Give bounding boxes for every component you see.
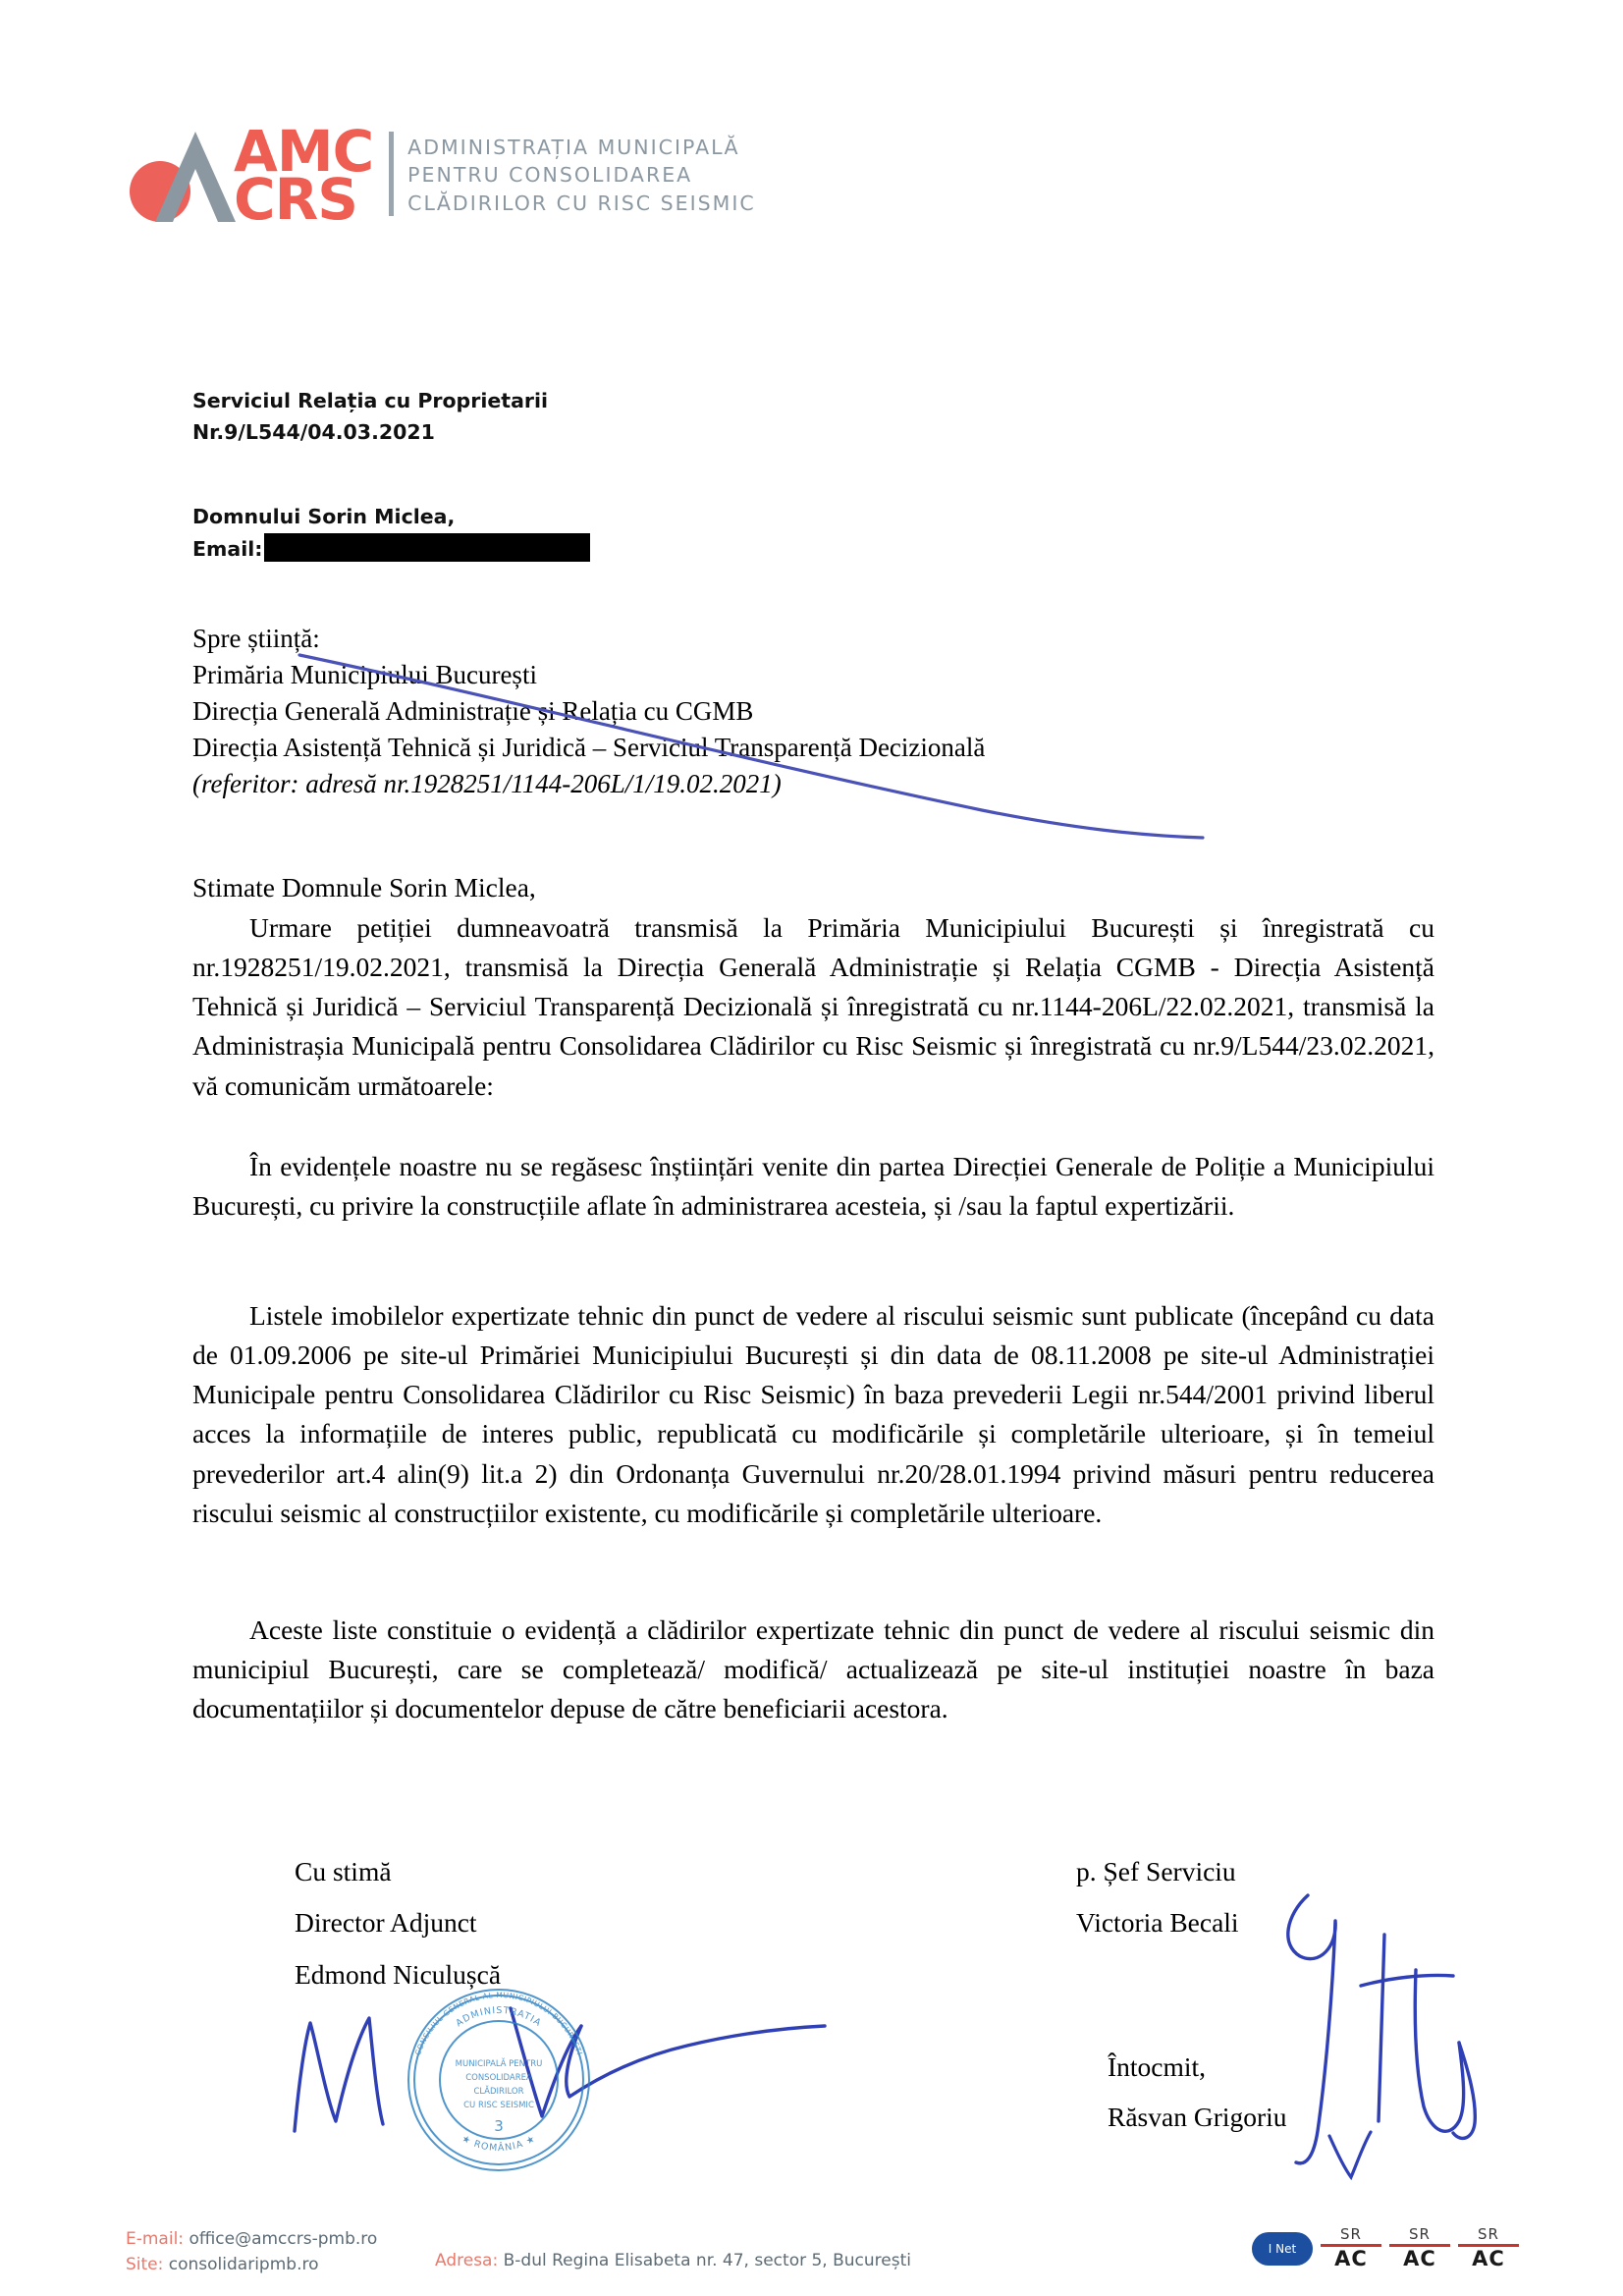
sr-ac-badge-1: [1321, 2227, 1381, 2269]
cc-line-2: Direcția Generală Administrație și Relația cu CGMB: [192, 695, 754, 726]
footer-address-row: [435, 2249, 911, 2274]
logo-initials-bottom: CRS: [234, 165, 357, 233]
footer-site-label: Site:: [126, 2254, 164, 2274]
paragraph-3-text: Listele imobilelor expertizate tehnic din punct de vedere al riscului seismic sunt publicate (începând cu data de 01.09.2006 pe site-ul Primăriei Municipiului București și din data de 08.11.2008 pe site-ul Administrației Municipale pentru Consolidarea Clădirilor cu Risc Seismic) în baza prevederii Legii nr.544/2001 privind liberul acces la informațiile de interes public, republicată cu modificările și completările ulterioare, și în temeiul prevederilor art.4 alin(9) lit.a 2) din Ordonanța Guvernului nr.20/28.01.1994 privind măsuri pentru reducerea riscului seismic al construcțiilor existente, cu modificările și completările ulterioare.: [192, 1300, 1434, 1528]
footer-email-row: [126, 2227, 377, 2253]
tagline-line-1: ADMINISTRAȚIA MUNICIPALĂ: [407, 136, 740, 159]
paragraph-1-text: Urmare petiției dumneavoatră transmisă la Primăria Municipiului București și înregistrată cu nr.1928251/19.02.2021, transmisă la Direcția Generală Administrație și Relația CGMB - Direcția Asistență Tehnică și Juridică – Serviciul Transparență Decizională și înregistrată cu nr.1144-206L/22.02.2021, transmisă la Administrașia Municipală pentru Consolidarea Clădirilor cu Risc Seismic și înregistrată cu nr.9/L544/23.02.2021, vă comunicăm următoarele:: [192, 912, 1434, 1101]
sr-badge-top-2: SR: [1409, 2225, 1431, 2243]
svg-text:3: 3: [494, 2117, 504, 2135]
tagline-line-3: CLĂDIRILOR CU RISC SEISMIC: [407, 191, 756, 215]
closing-right-block: [1076, 1846, 1239, 1949]
recipient-block: [192, 502, 590, 566]
left-signer-title: Director Adjunct: [295, 1907, 477, 1939]
footer-address-label: Adresa:: [435, 2251, 499, 2270]
redacted-email-bar: [264, 533, 590, 562]
sr-ac-badge-2: [1389, 2227, 1450, 2269]
footer-address-value: B-dul Regina Elisabeta nr. 47, sector 5, București: [503, 2251, 911, 2270]
certification-badges: [1252, 2227, 1519, 2269]
sr-badge-bottom-3: AC: [1458, 2244, 1519, 2269]
handwritten-initial-mark: [1324, 2126, 1382, 2185]
svg-text:CU RISC SEISMIC: CU RISC SEISMIC: [463, 2101, 534, 2110]
svg-text:CONSOLIDAREA: CONSOLIDAREA: [465, 2073, 532, 2083]
logo-wordmark: [234, 118, 374, 233]
recipient-email-row: [192, 533, 590, 566]
closing-text: Cu stimă: [295, 1856, 392, 1886]
inet-badge-label: I Net: [1268, 2241, 1297, 2256]
footer-email-value[interactable]: office@amccrs-pmb.ro: [189, 2229, 378, 2249]
paragraph-4-text: Aceste liste constituie o evidență a clădirilor expertizate tehnic din punct de vedere al riscului seismic din municipiul București, care se completează/ modifică/ actualizează pe site-ul instituției noastre în baza documentațiilor și documentelor depuse de către beneficiarii acestora.: [192, 1614, 1434, 1724]
drafted-name: Răsvan Grigoriu: [1108, 2101, 1287, 2132]
service-name: Serviciul Relația cu Proprietarii: [192, 389, 549, 412]
recipient-name: Domnului Sorin Miclea,: [192, 505, 456, 528]
footer-email-label: E-mail:: [126, 2229, 185, 2249]
salutation: Stimate Domnule Sorin Miclea,: [192, 872, 536, 902]
cc-line-1: Primăria Municipiului București: [192, 659, 537, 689]
inet-badge-icon: [1252, 2232, 1313, 2266]
sr-ac-badge-3: [1458, 2227, 1519, 2269]
email-label: Email:: [192, 536, 263, 561]
sr-badge-top-1: SR: [1340, 2225, 1362, 2243]
drafted-label: Întocmit,: [1108, 2051, 1207, 2082]
svg-text:★ ROMÂNIA ★: ★ ROMÂNIA ★: [460, 2133, 538, 2155]
logo-initials-top: AMC: [234, 118, 374, 185]
official-round-stamp: [391, 1972, 607, 2188]
sr-badge-top-3: SR: [1478, 2225, 1499, 2243]
sr-badge-bottom-1: AC: [1321, 2244, 1381, 2269]
svg-text:CONSILIUL GENERAL AL MUNICIPIU: CONSILIUL GENERAL AL MUNICIPIULUI BUCUREȘTI: [413, 1990, 585, 2057]
sr-badge-bottom-2: AC: [1389, 2244, 1450, 2269]
paragraph-2: [192, 1147, 1434, 1226]
paragraph-1: [192, 908, 1434, 1106]
footer-site-row: [126, 2253, 377, 2278]
paragraph-3: [192, 1296, 1434, 1533]
handwritten-signature-right: [1267, 1876, 1561, 2170]
left-signer-name: Edmond Niculușcă: [295, 1958, 502, 1990]
tagline-line-2: PENTRU CONSOLIDAREA: [407, 163, 693, 188]
footer-address-column: [435, 2249, 911, 2274]
cc-reference-note: (referitor: adresă nr.1928251/1144-206L/1/19.02.2021): [192, 768, 782, 798]
footer-site-value[interactable]: consolidaripmb.ro: [168, 2254, 319, 2274]
right-signer-title: p. Șef Serviciu: [1076, 1856, 1236, 1886]
drafted-by-block: [1108, 2043, 1287, 2143]
cc-heading: Spre știință:: [192, 624, 320, 653]
footer-contact-column: [126, 2227, 377, 2278]
logo-divider: [389, 132, 394, 216]
paragraph-4: [192, 1611, 1434, 1728]
svg-text:MUNICIPALĂ PENTRU: MUNICIPALĂ PENTRU: [455, 2059, 543, 2069]
cc-line-3: Direcția Asistență Tehnică și Juridică – Serviciul Transparență Decizională: [192, 732, 986, 762]
reference-block: [192, 386, 548, 449]
letterhead: [126, 118, 756, 233]
svg-text:CLĂDIRILOR: CLĂDIRILOR: [473, 2087, 524, 2097]
right-signer-name: Victoria Becali: [1076, 1907, 1239, 1939]
paragraph-2-text: În evidențele noastre nu se regăsesc înștiințări venite din partea Direcției Generale de Poliție a Municipiului București, cu privire la construcțiile aflate în administrarea acesteia, și /sau la faptul expertizării.: [192, 1151, 1434, 1222]
cc-block: [192, 621, 985, 802]
reference-number: Nr.9/L544/04.03.2021: [192, 419, 435, 444]
amccrs-logo-mark: [126, 126, 242, 224]
closing-left-block: [295, 1846, 501, 2000]
svg-text:ADMINISTRATIA: ADMINISTRATIA: [454, 2004, 544, 2030]
organization-tagline: [407, 126, 756, 217]
